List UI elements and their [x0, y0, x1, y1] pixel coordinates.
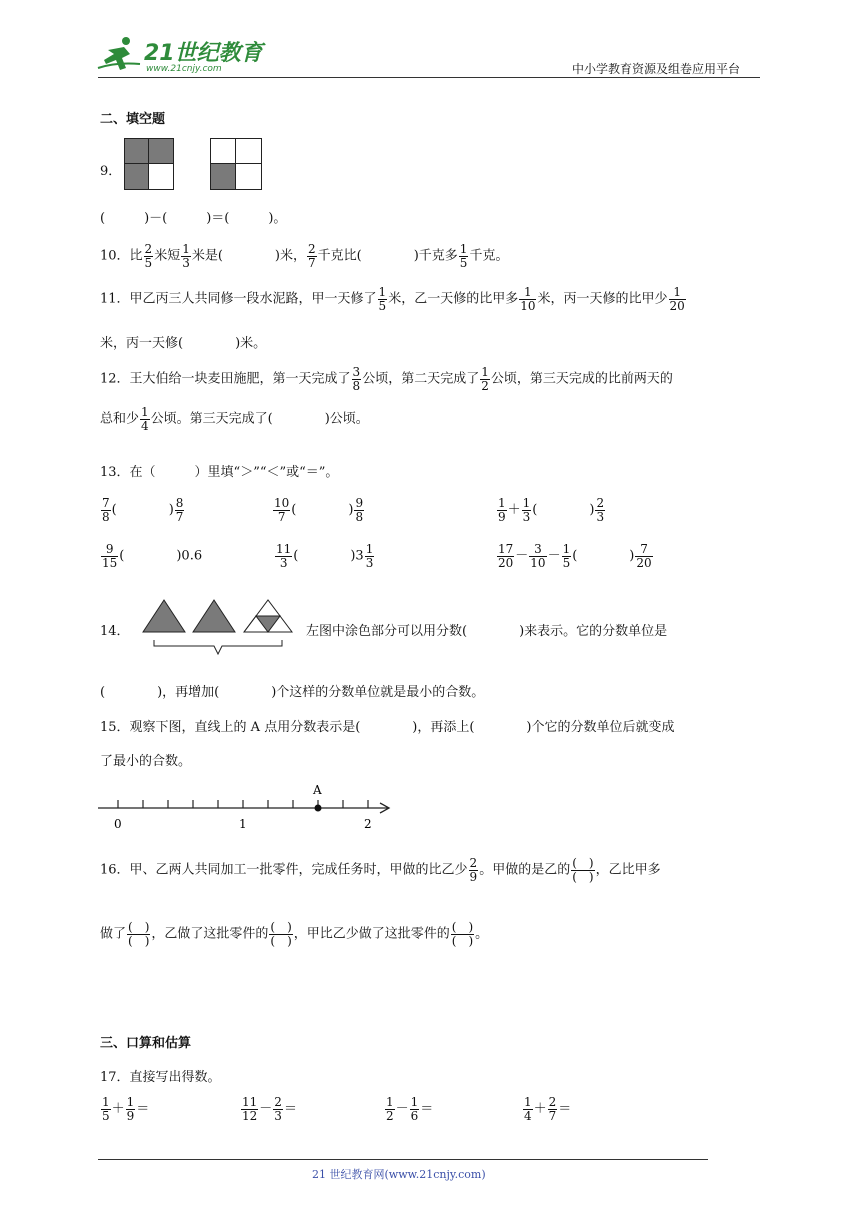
fraction: $\frac{2}{7}$: [308, 242, 316, 270]
point-a-dot: [315, 805, 322, 812]
brace: [154, 640, 282, 654]
fraction: $\frac{1}{20}$: [669, 285, 685, 313]
section-title: 二、填空题: [100, 112, 166, 127]
q13-r2c: $\frac{17}{20}$ － $\frac{3}{10}$ － $\frac{1}{5}$ ( ) $\frac{7}{20}$: [498, 542, 652, 570]
q16-line-1: 16．甲、乙两人共同加工一批零件，完成任务时，甲做的比乙少 $\frac{2}{9}$ 。甲做的是乙的 $\frac{( )}{( )}$ ，乙比甲多: [100, 856, 661, 884]
header-logo: [96, 34, 266, 78]
fraction: $\frac{1}{5}$: [378, 285, 387, 313]
fraction: $\frac{1}{5}$: [459, 242, 468, 270]
runner-logo-icon: [96, 34, 142, 74]
q10-number: 10．比: [100, 248, 143, 264]
q11-line-2: 米，丙一天修( )米。: [100, 336, 267, 351]
logo-text: 21世纪教育: [144, 41, 263, 66]
q13-r1c: $\frac{1}{9}$ ＋ $\frac{1}{3}$ ( ) $\frac{2}{3}$: [498, 496, 605, 524]
q13-title: 13．在（ ）里填“＞”“＜”或“＝”。: [100, 465, 339, 480]
tick-label-0: 0: [114, 817, 122, 830]
q9-grid-2: [210, 138, 262, 190]
footer-text: 21 世纪教育网(www.21cnjy.com): [312, 1168, 486, 1181]
q14-number: 14．: [100, 624, 130, 639]
q17-title: 17．直接写出得数。: [100, 1070, 221, 1085]
q13-r1b: $\frac{10}{7}$ ( ) $\frac{9}{8}$: [274, 496, 364, 524]
fraction: $\frac{3}{8}$: [352, 365, 361, 393]
q11-line-1: 11．甲乙丙三人共同修一段水泥路，甲一天修了 $\frac{1}{5}$ 米，乙一天修的比甲多 $\frac{1}{10}$ 米，丙一天修的比甲少 $\frac{1}{20}$: [100, 285, 685, 313]
blank-fraction[interactable]: $\frac{( )}{( )}$: [572, 856, 594, 884]
q16-line-2: 做了 $\frac{( )}{( )}$ ，乙做了这批零件的 $\frac{( )}{( )}$ ，甲比乙少做了这批零件的 $\frac{( )}{( )}$ 。: [100, 920, 489, 948]
fraction: $\frac{2}{9}$: [469, 856, 478, 884]
q13-r2b: $\frac{11}{3}$ ( )3 $\frac{1}{3}$: [276, 542, 374, 570]
shaded-triangle: [193, 600, 235, 632]
q10-line: 10．比 $\frac{2}{5}$ 米短 $\frac{1}{3}$ 米是( )米， $\frac{2}{7}$ 千克比( )千克多 $\frac{1}{5}$ 千克。: [100, 242, 509, 270]
blank-fraction[interactable]: $\frac{( )}{( )}$: [270, 920, 292, 948]
q9-expression: ( )－( )＝( )。: [100, 211, 287, 226]
tick-label-2: 2: [364, 817, 372, 830]
q13-r2a: $\frac{9}{15}$ ( )0.6: [102, 542, 203, 570]
q9-number: 9．: [100, 164, 122, 179]
q17-e3: $\frac{1}{2}$ － $\frac{1}{6}$ ＝: [386, 1095, 434, 1123]
q9-grid-1: [124, 138, 174, 190]
fraction: $\frac{1}{4}$: [141, 405, 149, 433]
logo-url: www.21cnjy.com: [146, 64, 222, 74]
q12-line-1: 12．王大伯给一块麦田施肥，第一天完成了 $\frac{3}{8}$ 公顷，第二天完成了 $\frac{1}{2}$ 公顷，第三天完成的比前两天的: [100, 365, 673, 393]
q14-line-1: 左图中涂色部分可以用分数( )来表示。它的分数单位是: [306, 624, 668, 639]
q17-e2: $\frac{11}{12}$ － $\frac{2}{3}$ ＝: [242, 1095, 297, 1123]
q15-line-1: 15．观察下图，直线上的 A 点用分数表示是( )，再添上( )个它的分数单位后就变成: [100, 720, 675, 735]
section-title: 三、口算和估算: [100, 1036, 192, 1051]
point-a-label: A: [313, 783, 322, 797]
header-rule: [98, 77, 760, 78]
footer-rule: [98, 1159, 708, 1160]
q17-e4: $\frac{1}{4}$ ＋ $\frac{2}{7}$ ＝: [524, 1095, 572, 1123]
blank-fraction[interactable]: $\frac{( )}{( )}$: [451, 920, 474, 948]
shaded-triangle: [143, 600, 185, 632]
number-line: [98, 780, 398, 830]
blank-fraction[interactable]: $\frac{( )}{( )}$: [128, 920, 150, 948]
fraction: $\frac{1}{2}$: [481, 365, 489, 393]
fraction: $\frac{1}{3}$: [182, 242, 190, 270]
q17-e1: $\frac{1}{5}$ ＋ $\frac{1}{9}$ ＝: [102, 1095, 150, 1123]
tick-label-1: 1: [239, 817, 247, 830]
q12-line-2: 总和少 $\frac{1}{4}$ 公顷。第三天完成了( )公顷。: [100, 405, 369, 433]
q13-r1a: $\frac{7}{8}$ ( ) $\frac{8}{7}$: [102, 496, 184, 524]
fraction: $\frac{2}{5}$: [144, 242, 153, 270]
q15-line-2: 了最小的合数。: [100, 754, 192, 769]
fraction: $\frac{1}{10}$: [520, 285, 536, 313]
header-right-text: 中小学教育资源及组卷应用平台: [572, 62, 741, 76]
q14-triangles-figure: [140, 598, 310, 658]
q14-line-2: ( )，再增加( )个这样的分数单位就是最小的合数。: [100, 685, 485, 700]
